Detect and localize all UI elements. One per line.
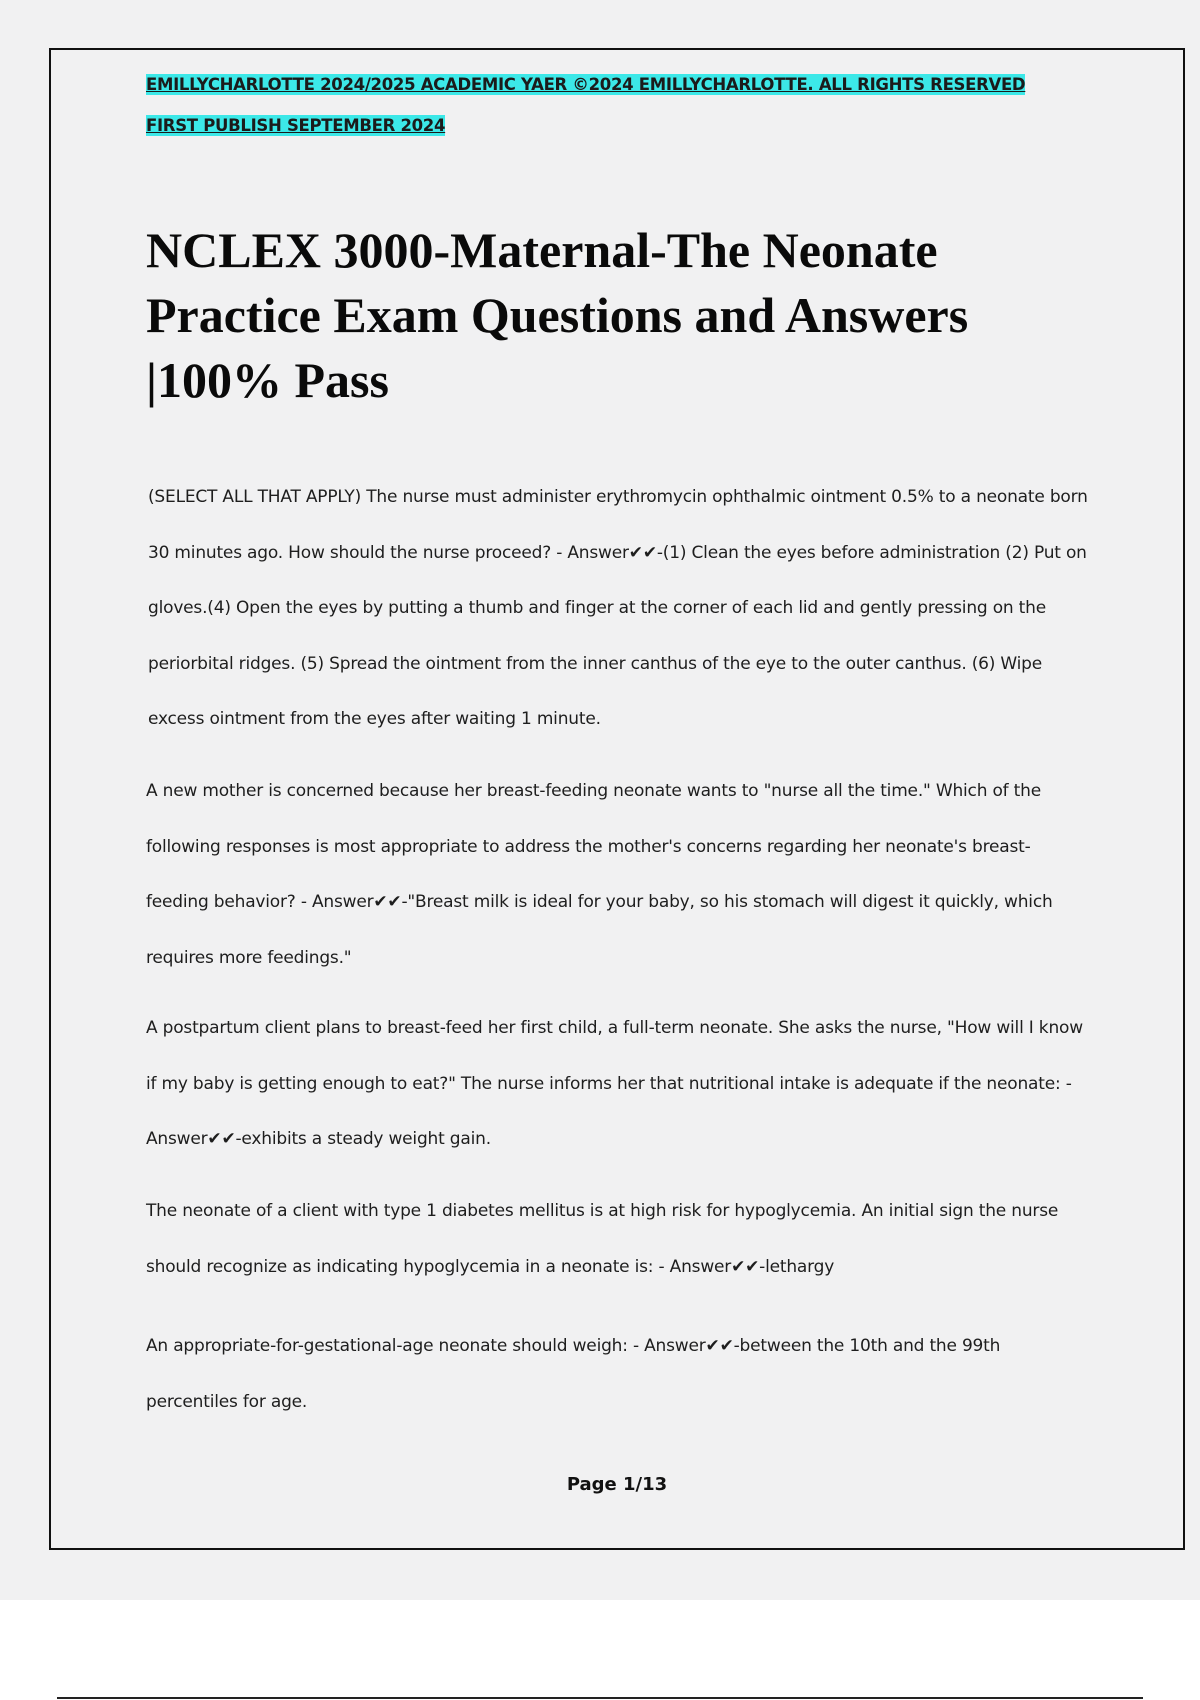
question-answer-5: An appropriate-for-gestational-age neonate should weigh: - Answer✔✔-between the 10th and the 99th percentiles for age. <box>146 1336 1001 1412</box>
publish-date-header-text: FIRST PUBLISH SEPTEMBER 2024 <box>146 116 446 135</box>
copyright-header-text: EMILLYCHARLOTTE 2024/2025 ACADEMIC YAER ©2024 EMILLYCHARLOTTE. ALL RIGHTS RESERVED <box>146 75 1026 94</box>
page-number: Page 1/13 <box>566 1474 668 1495</box>
question-answer-4: The neonate of a client with type 1 diabetes mellitus is at high risk for hypoglycemia. An initial sign the nurse should recognize as indicating hypoglycemia in a neonate is: - Answer✔✔-lethargy <box>146 1201 1059 1277</box>
copyright-header <box>146 75 1025 94</box>
question-answer-2: A new mother is concerned because her breast-feeding neonate wants to "nurse all the time." Which of the following responses is most appropriate to address the mother's concerns regarding her neonate's breast-feeding behavior? - Answer✔✔-"Breast milk is ideal for your baby, so his stomach will digest it quickly, which requires more feedings." <box>146 781 1053 968</box>
next-page-divider <box>57 1697 1143 1699</box>
question-answer-3: A postpartum client plans to breast-feed her first child, a full-term neonate. She asks the nurse, "How will I know if my baby is getting enough to eat?" The nurse informs her that nutritional intake is adequate if the neonate: - Answer✔✔-exhibits a steady weight gain. <box>146 1018 1083 1149</box>
document-title: NCLEX 3000-Maternal-The Neonate Practice Exam Questions and Answers |100% Pass <box>146 222 969 408</box>
publish-date-header <box>146 116 445 135</box>
question-answer-1: (SELECT ALL THAT APPLY) The nurse must administer erythromycin ophthalmic ointment 0.5% to a neonate born 30 minutes ago. How should the nurse proceed? - Answer✔✔-(1) Clean the eyes before administration (2) Put on gloves.(4) Open the eyes by putting a thumb and finger at the corner of each lid and gently pressing on the periorbital ridges. (5) Spread the ointment from the inner canthus of the eye to the outer canthus. (6) Wipe excess ointment from the eyes after waiting 1 minute. <box>148 487 1088 729</box>
